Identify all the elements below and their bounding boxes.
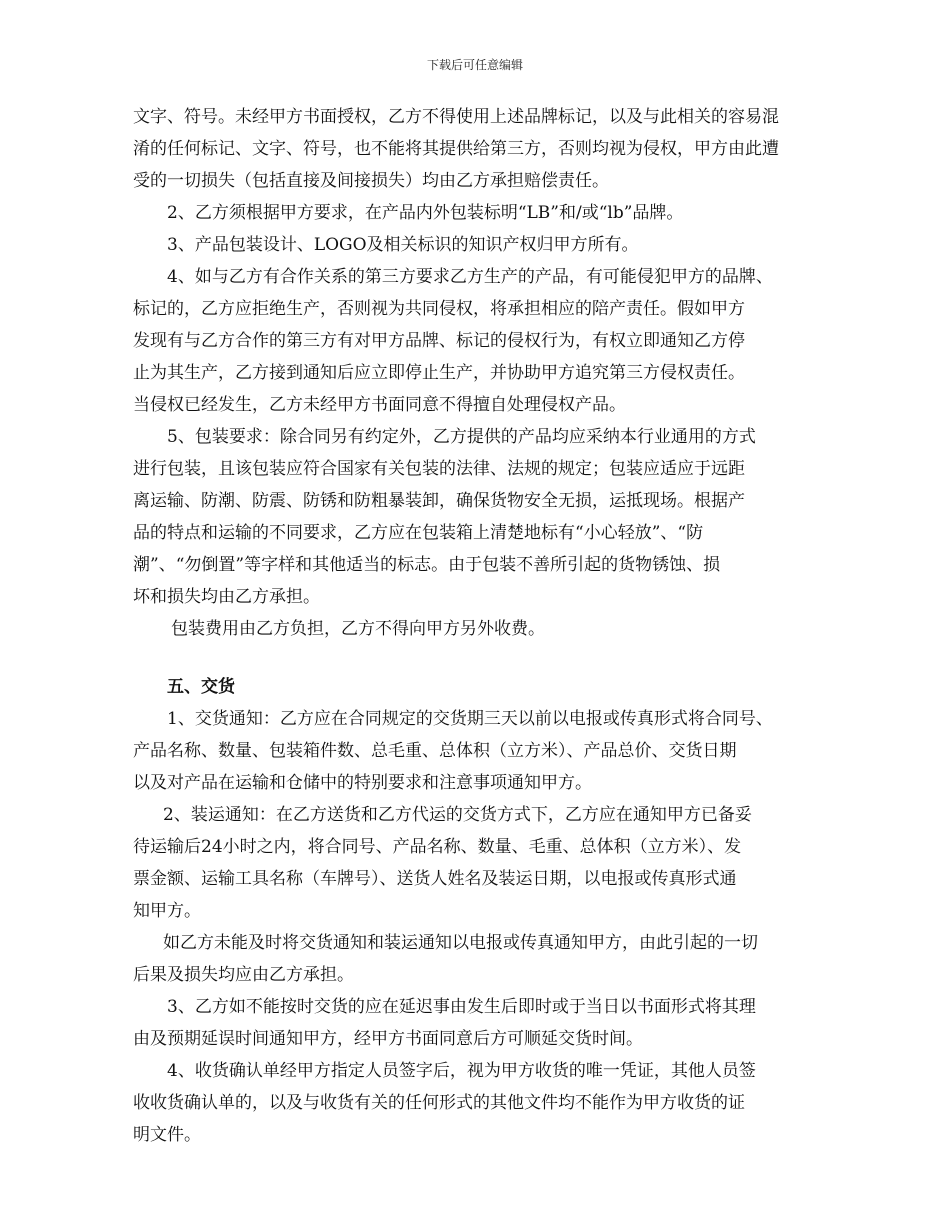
document-body [133, 101, 819, 1151]
page-header: 下载后可任意编辑 [426, 58, 523, 72]
text-line: 当侵权已经发生，乙方未经甲方书面同意不得擅自处理侵权产品。 [133, 395, 626, 415]
text-line: 收收货确认单的，以及与收货有关的任何形式的其他文件均不能作为甲方收货的证 [133, 1093, 745, 1113]
text-line: 知甲方。 [133, 901, 201, 921]
paragraph-clause-4-third-party [133, 261, 819, 421]
text-line: 离运输、防潮、防震、防锈和防粗暴装卸，确保货物安全无损，运抵现场。根据产 [133, 491, 745, 511]
text-line: 如乙方未能及时将交货通知和装运通知以电报或传真通知甲方，由此引起的一切 [163, 933, 758, 953]
paragraph-receipt-confirmation [133, 1055, 819, 1151]
paragraph-trademark-continuation [133, 101, 819, 197]
paragraph-shipping-notice [133, 799, 819, 927]
paragraph-delivery-notice [133, 703, 819, 799]
text-line: 以及对产品在运输和仓储中的特别要求和注意事项通知甲方。 [133, 773, 592, 793]
paragraph-clause-5-packaging [133, 421, 819, 613]
text-line: 由及预期延误时间通知甲方，经甲方书面同意后方可顺延交货时间。 [133, 1029, 643, 1049]
text-line: 4、收货确认单经甲方指定人员签字后，视为甲方收货的唯一凭证，其他人员签 [167, 1061, 756, 1081]
section-title-delivery: 五、交货 [167, 677, 235, 697]
text-line: 待运输后24小时之内，将合同号、产品名称、数量、毛重、总体积（立方米）、发 [133, 837, 742, 857]
paragraph-clause-2-brand-marking [133, 197, 819, 229]
text-line: 止为其生产，乙方接到通知后应立即停止生产，并协助甲方追究第三方侵权责任。 [133, 363, 745, 383]
paragraph-notice-failure [133, 927, 819, 991]
text-line: 3、产品包装设计、LOGO及相关标识的知识产权归甲方所有。 [167, 235, 639, 255]
paragraph-delivery-delay [133, 991, 819, 1055]
text-line: 2、乙方须根据甲方要求，在产品内外包装标明“LB”和/或“lb”品牌。 [167, 203, 684, 223]
text-line: 3、乙方如不能按时交货的应在延迟事由发生后即时或于当日以书面形式将其理 [167, 997, 756, 1017]
text-line: 潮”、“勿倒置”等字样和其他适当的标志。由于包装不善所引起的货物锈蚀、损 [133, 555, 721, 575]
text-line: 票金额、运输工具名称（车牌号）、送货人姓名及装运日期，以电报或传真形式通 [133, 869, 737, 889]
text-line: 1、交货通知：乙方应在合同规定的交货期三天以前以电报或传真形式将合同号、 [167, 709, 773, 729]
text-line: 受的一切损失（包括直接及间接损失）均由乙方承担赔偿责任。 [133, 171, 609, 191]
text-line: 5、包装要求：除合同另有约定外，乙方提供的产品均应采纳本行业通用的方式 [167, 427, 756, 447]
text-line: 文字、符号。未经甲方书面授权，乙方不得使用上述品牌标记，以及与此相关的容易混 [133, 107, 779, 127]
text-line: 产品名称、数量、包装箱件数、总毛重、总体积（立方米）、产品总价、交货日期 [133, 741, 737, 761]
text-line: 包装费用由乙方负担，乙方不得向甲方另外收费。 [171, 619, 545, 639]
paragraph-clause-3-ip [133, 229, 819, 261]
text-line: 坏和损失均由乙方承担。 [133, 587, 320, 607]
text-line: 标记的，乙方应拒绝生产，否则视为共同侵权，将承担相应的陪产责任。假如甲方 [133, 299, 745, 319]
text-line: 发现有与乙方合作的第三方有对甲方品牌、标记的侵权行为，有权立即通知乙方停 [133, 331, 745, 351]
text-line: 明文件。 [133, 1125, 201, 1145]
text-line: 品的特点和运输的不同要求，乙方应在包装箱上清楚地标有“小心轻放”、“防 [133, 523, 704, 543]
text-line: 进行包装，且该包装应符合国家有关包装的法律、法规的规定；包装应适应于远距 [133, 459, 745, 479]
text-line: 4、如与乙方有合作关系的第三方要求乙方生产的产品，有可能侵犯甲方的品牌、 [167, 267, 773, 287]
text-line: 2、装运通知：在乙方送货和乙方代运的交货方式下，乙方应在通知甲方已备妥 [163, 805, 752, 825]
text-line: 淆的任何标记、文字、符号，也不能将其提供给第三方，否则均视为侵权，甲方由此遭 [133, 139, 779, 159]
text-line: 后果及损失均应由乙方承担。 [133, 965, 354, 985]
paragraph-packaging-fee [133, 613, 819, 645]
